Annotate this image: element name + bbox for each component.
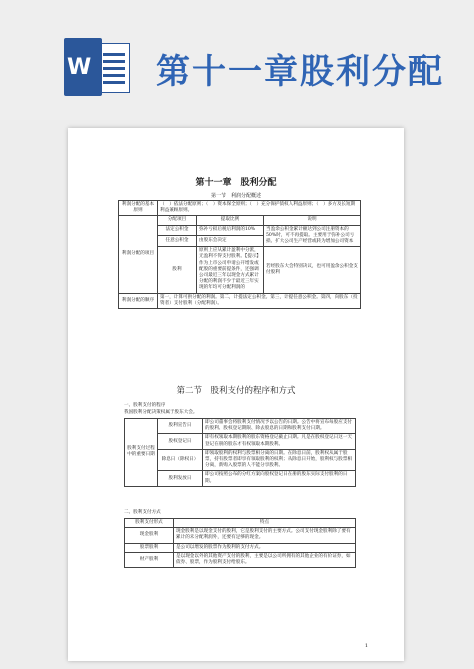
principles-label: 利润分配的基本原则	[119, 201, 158, 216]
document-page	[68, 128, 404, 661]
word-logo-icon	[64, 38, 128, 96]
dates-label: 股利支付过程中的重要日期	[125, 419, 158, 487]
cash-dividend-label: 现金股利	[125, 528, 174, 543]
page-number: 1	[364, 643, 368, 649]
principles-text: （ ）依法分配原则；（ ）资本保全原则；（ ）充分保护债权人利益原则；（ ）多方及长短期利益兼顾原则。	[158, 201, 361, 216]
dividend-desc: 若经股东大会特别决议，也可用盈余公积金支付股利	[264, 247, 361, 293]
procedure-note: 我国股利分配决策权属于股东大会。	[124, 410, 198, 415]
logo-letter: W	[67, 55, 92, 80]
chapter-title: 第十一章 股利分配	[195, 178, 277, 188]
cover-banner	[0, 0, 474, 120]
methods-header-feature: 特点	[174, 519, 356, 528]
payment-methods-table	[124, 518, 356, 568]
section2-title: 第二节 股利支付的程序和方式	[176, 386, 296, 396]
items-label: 利润分配的项目	[119, 216, 158, 293]
header-desc: 说明	[264, 216, 361, 225]
property-dividend-label: 财产股利	[125, 552, 174, 567]
discretionary-reserve-base: 由股东会决定	[197, 236, 264, 247]
dividend-label: 股利	[158, 247, 197, 293]
header-base: 提取比例	[197, 216, 264, 225]
payment-methods-heading: 二、股利支付方式	[124, 510, 161, 515]
dividend-dates-table	[124, 418, 356, 487]
legal-reserve-base: 弥补亏损后税后利润的10%	[197, 225, 264, 236]
declaration-date-text: 即公司董事会将股利支付情况予以公告的日期。公告中将宣布每股应支付的股利、股权登记期限、除去股息的日期和股利支付日期。	[203, 419, 356, 434]
stock-dividend-label: 股票股利	[125, 543, 174, 552]
header-item: 分配项目	[158, 216, 197, 225]
legal-reserve-desc: 当盈余公积金累计额达到公司注册资本的50%时，可不再提取。主要用于弥补公司亏损、扩大公司生产经营或转为增加公司资本	[264, 225, 361, 247]
ex-dividend-date-label: 除息日（除权日）	[158, 449, 203, 471]
profit-distribution-table	[118, 200, 361, 309]
property-dividend-text: 是以现金以外的其他资产支付的股利，主要是以公司所拥有的其他企业的有价证券，如债券、股票，作为股利支付给股东。	[174, 552, 356, 567]
record-date-text: 即有权领取本期股利的股东资格登记截止日期。凡是在股权登记日这一天登记在册的股东才有权领取本期股利。	[203, 434, 356, 449]
methods-header-form: 股利支付形式	[125, 519, 174, 528]
record-date-label: 股权登记日	[158, 434, 203, 449]
legal-reserve-label: 法定公积金	[158, 225, 197, 236]
payment-date-label: 股利发放日	[158, 471, 203, 486]
dividend-base: 原则上应从累计盈利中分派，无盈利不得支付股利。【提示】作为上市公司申请公开增发或配股的重要前提条件，还强调公司最近三年以现金方式累计分配的利润不少于最近三年实现的年均可分配利润的	[197, 247, 264, 293]
ex-dividend-date-text: 即领取股利的权利与股票相分离的日期。在除息日前，股利权从属于股票，持有股票者即享有领取股利的权利；从除息日开始，股利权与股票相分离，新购入股票的人不能分享股利。	[203, 449, 356, 471]
declaration-date-label: 股利宣告日	[158, 419, 203, 434]
procedure-heading: 一、股利支付的程序	[124, 403, 166, 408]
section1-title: 第一节 利润分配概述	[210, 193, 261, 199]
sequence-text: 第一，计算可供分配的利润。第二，计提法定公积金。第三，计提任意公积金。第四，向股东（投资者）支付股利（分配利润）。	[158, 293, 361, 308]
stock-dividend-text: 是公司以增发的股票作为股利的支付方式。	[174, 543, 356, 552]
payment-date-text: 即公司按照公布的分红方案向股权登记日在册的股东实际支付股利的日期。	[203, 471, 356, 486]
logo-tile	[64, 38, 102, 96]
cash-dividend-text: 现金股利是以现金支付的股利，它是股利支付的主要方式。公司支付现金股利除了要有累计的未分配利润外，还要有足够的现金。	[174, 528, 356, 543]
document-title: 第十一章股利分配	[156, 52, 444, 92]
sequence-label: 利润分配的顺序	[119, 293, 158, 308]
discretionary-reserve-label: 任意公积金	[158, 236, 197, 247]
